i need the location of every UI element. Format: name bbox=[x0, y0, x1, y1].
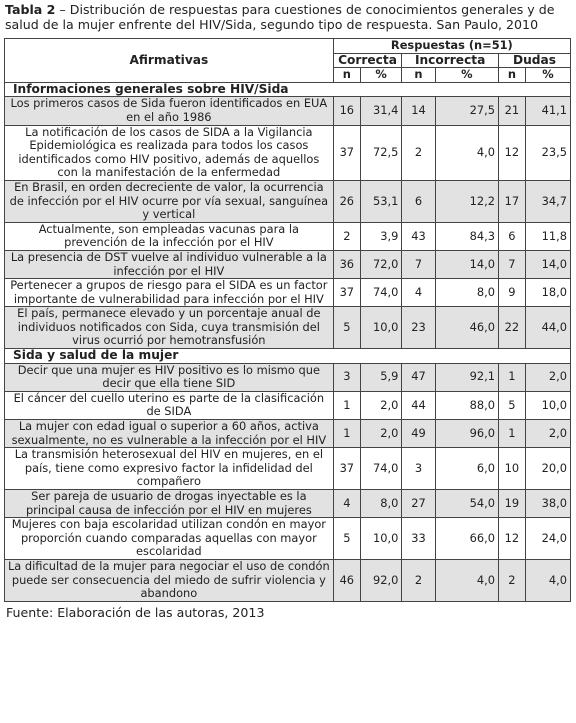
count-cell: 2 bbox=[333, 222, 360, 250]
statement-cell: El país, permanece elevado y un porcentaje anual de individuos notificados con Sida, cuya transmisión del virus ocurrió por hemotransfusión bbox=[5, 307, 334, 349]
count-cell: 27 bbox=[402, 490, 435, 518]
percent-cell: 4,0 bbox=[435, 559, 498, 601]
statement-cell: La mujer con edad igual o superior a 60 años, activa sexualmente, no es vulnerable a la infección por el HIV bbox=[5, 420, 334, 448]
statement-cell: Los primeros casos de Sida fueron identificados en EUA en el año 1986 bbox=[5, 97, 334, 125]
percent-cell: 11,8 bbox=[525, 222, 570, 250]
count-cell: 6 bbox=[499, 222, 526, 250]
count-cell: 7 bbox=[402, 250, 435, 278]
percent-cell: 4,0 bbox=[525, 559, 570, 601]
count-cell: 12 bbox=[499, 125, 526, 180]
count-cell: 23 bbox=[402, 307, 435, 349]
count-cell: 2 bbox=[402, 125, 435, 180]
statement-cell: Pertenecer a grupos de riesgo para el SIDA es un factor importante de vulnerabilidad para infección por el HIV bbox=[5, 279, 334, 307]
count-cell: 9 bbox=[499, 279, 526, 307]
statement-cell: La transmisión heterosexual del HIV en mujeres, en el país, tiene como expresivo factor la infidelidad del compañero bbox=[5, 448, 334, 490]
percent-cell: 2,0 bbox=[525, 420, 570, 448]
percent-cell: 72,5 bbox=[360, 125, 401, 180]
header-correcta: Correcta bbox=[333, 53, 402, 68]
count-cell: 21 bbox=[499, 97, 526, 125]
percent-cell: 74,0 bbox=[360, 279, 401, 307]
count-cell: 37 bbox=[333, 448, 360, 490]
statement-cell: El cáncer del cuello uterino es parte de la clasificación de SIDA bbox=[5, 391, 334, 419]
statement-cell: La notificación de los casos de SIDA a la Vigilancia Epidemiológica es realizada para todos los casos identificados como HIV positivo, además de aquellos con la manifestación de la enfermedad bbox=[5, 125, 334, 180]
count-cell: 3 bbox=[333, 363, 360, 391]
table-row bbox=[5, 279, 571, 307]
percent-cell: 10,0 bbox=[360, 518, 401, 560]
count-cell: 12 bbox=[499, 518, 526, 560]
percent-cell: 18,0 bbox=[525, 279, 570, 307]
percent-cell: 34,7 bbox=[525, 180, 570, 222]
statement-cell: Ser pareja de usuario de drogas inyectable es la principal causa de infección por el HIV en mujeres bbox=[5, 490, 334, 518]
percent-cell: 41,1 bbox=[525, 97, 570, 125]
percent-cell: 23,5 bbox=[525, 125, 570, 180]
count-cell: 2 bbox=[499, 559, 526, 601]
count-cell: 43 bbox=[402, 222, 435, 250]
table-row bbox=[5, 222, 571, 250]
percent-cell: 46,0 bbox=[435, 307, 498, 349]
table-body bbox=[5, 82, 571, 601]
count-cell: 19 bbox=[499, 490, 526, 518]
section-row bbox=[5, 349, 571, 364]
percent-cell: 10,0 bbox=[360, 307, 401, 349]
percent-cell: 31,4 bbox=[360, 97, 401, 125]
percent-cell: 2,0 bbox=[360, 391, 401, 419]
statement-cell: En Brasil, en orden decreciente de valor, la ocurrencia de infección por el HIV ocurre por vía sexual, sanguínea y vertical bbox=[5, 180, 334, 222]
count-cell: 49 bbox=[402, 420, 435, 448]
table-row bbox=[5, 97, 571, 125]
header-respuestas: Respuestas (n=51) bbox=[333, 39, 570, 54]
percent-cell: 53,1 bbox=[360, 180, 401, 222]
percent-cell: 84,3 bbox=[435, 222, 498, 250]
statement-cell: Mujeres con baja escolaridad utilizan condón en mayor proporción cuando comparadas aquellas con mayor escolaridad bbox=[5, 518, 334, 560]
percent-cell: 72,0 bbox=[360, 250, 401, 278]
percent-cell: 44,0 bbox=[525, 307, 570, 349]
count-cell: 1 bbox=[499, 363, 526, 391]
header-dudas-pct: % bbox=[525, 68, 570, 83]
percent-cell: 24,0 bbox=[525, 518, 570, 560]
percent-cell: 8,0 bbox=[360, 490, 401, 518]
count-cell: 14 bbox=[402, 97, 435, 125]
count-cell: 1 bbox=[499, 420, 526, 448]
count-cell: 5 bbox=[333, 307, 360, 349]
header-incorrecta-n: n bbox=[402, 68, 435, 83]
count-cell: 2 bbox=[402, 559, 435, 601]
percent-cell: 2,0 bbox=[360, 420, 401, 448]
table-row bbox=[5, 391, 571, 419]
percent-cell: 2,0 bbox=[525, 363, 570, 391]
percent-cell: 4,0 bbox=[435, 125, 498, 180]
header-dudas: Dudas bbox=[499, 53, 571, 68]
count-cell: 22 bbox=[499, 307, 526, 349]
count-cell: 1 bbox=[333, 391, 360, 419]
section-row bbox=[5, 82, 571, 97]
percent-cell: 6,0 bbox=[435, 448, 498, 490]
count-cell: 3 bbox=[402, 448, 435, 490]
table-row bbox=[5, 363, 571, 391]
percent-cell: 3,9 bbox=[360, 222, 401, 250]
section-title: Informaciones generales sobre HIV/Sida bbox=[5, 82, 571, 97]
percent-cell: 5,9 bbox=[360, 363, 401, 391]
table-caption bbox=[5, 2, 572, 32]
count-cell: 37 bbox=[333, 125, 360, 180]
statement-cell: Decir que una mujer es HIV positivo es lo mismo que decir que ella tiene SID bbox=[5, 363, 334, 391]
percent-cell: 27,5 bbox=[435, 97, 498, 125]
table-row bbox=[5, 518, 571, 560]
header-dudas-n: n bbox=[499, 68, 526, 83]
table-row bbox=[5, 250, 571, 278]
count-cell: 16 bbox=[333, 97, 360, 125]
percent-cell: 12,2 bbox=[435, 180, 498, 222]
count-cell: 33 bbox=[402, 518, 435, 560]
count-cell: 26 bbox=[333, 180, 360, 222]
count-cell: 44 bbox=[402, 391, 435, 419]
percent-cell: 54,0 bbox=[435, 490, 498, 518]
table-row bbox=[5, 307, 571, 349]
percent-cell: 38,0 bbox=[525, 490, 570, 518]
count-cell: 5 bbox=[499, 391, 526, 419]
count-cell: 37 bbox=[333, 279, 360, 307]
count-cell: 6 bbox=[402, 180, 435, 222]
table-row bbox=[5, 559, 571, 601]
percent-cell: 10,0 bbox=[525, 391, 570, 419]
count-cell: 10 bbox=[499, 448, 526, 490]
table-source: Fuente: Elaboración de las autoras, 2013 bbox=[6, 604, 265, 620]
percent-cell: 66,0 bbox=[435, 518, 498, 560]
table-row bbox=[5, 490, 571, 518]
table-caption-text: – Distribución de respuestas para cuestiones de conocimientos generales y de salud de la mujer enfrente del HIV/Sida, segundo tipo de respuesta. San Paulo, 2010 bbox=[5, 2, 555, 32]
percent-cell: 92,1 bbox=[435, 363, 498, 391]
table-row bbox=[5, 180, 571, 222]
count-cell: 46 bbox=[333, 559, 360, 601]
percent-cell: 8,0 bbox=[435, 279, 498, 307]
count-cell: 4 bbox=[402, 279, 435, 307]
header-afirmativas: Afirmativas bbox=[5, 39, 334, 83]
statement-cell: Actualmente, son empleadas vacunas para la prevención de la infección por el HIV bbox=[5, 222, 334, 250]
percent-cell: 92,0 bbox=[360, 559, 401, 601]
count-cell: 36 bbox=[333, 250, 360, 278]
header-incorrecta: Incorrecta bbox=[402, 53, 499, 68]
count-cell: 1 bbox=[333, 420, 360, 448]
percent-cell: 88,0 bbox=[435, 391, 498, 419]
statement-cell: La presencia de DST vuelve al individuo vulnerable a la infección por el HIV bbox=[5, 250, 334, 278]
section-title: Sida y salud de la mujer bbox=[5, 349, 571, 364]
count-cell: 47 bbox=[402, 363, 435, 391]
count-cell: 4 bbox=[333, 490, 360, 518]
header-incorrecta-pct: % bbox=[435, 68, 498, 83]
table-caption-label: Tabla 2 bbox=[5, 2, 56, 17]
count-cell: 7 bbox=[499, 250, 526, 278]
statement-cell: La dificultad de la mujer para negociar el uso de condón puede ser consecuencia del miedo de sufrir violencia y abandono bbox=[5, 559, 334, 601]
table-row bbox=[5, 448, 571, 490]
percent-cell: 20,0 bbox=[525, 448, 570, 490]
table-row bbox=[5, 125, 571, 180]
percent-cell: 14,0 bbox=[525, 250, 570, 278]
header-correcta-n: n bbox=[333, 68, 360, 83]
percent-cell: 14,0 bbox=[435, 250, 498, 278]
count-cell: 17 bbox=[499, 180, 526, 222]
table-row bbox=[5, 420, 571, 448]
header-correcta-pct: % bbox=[360, 68, 401, 83]
percent-cell: 74,0 bbox=[360, 448, 401, 490]
count-cell: 5 bbox=[333, 518, 360, 560]
percent-cell: 96,0 bbox=[435, 420, 498, 448]
results-table bbox=[4, 38, 571, 602]
